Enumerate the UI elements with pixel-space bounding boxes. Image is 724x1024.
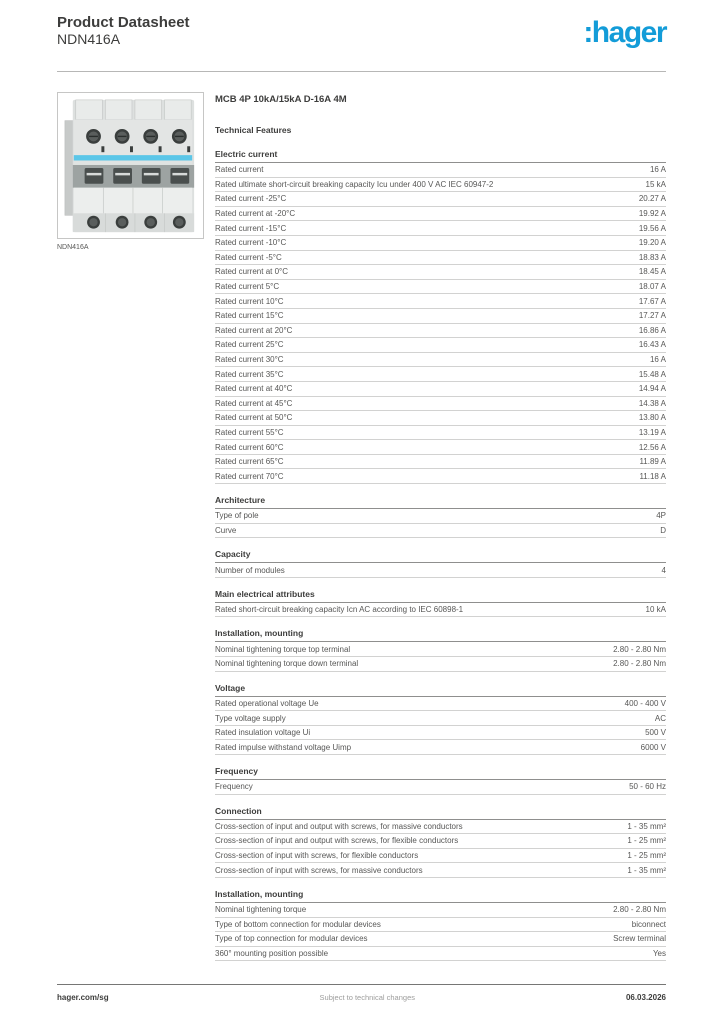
section-rows xyxy=(215,563,666,578)
spec-value: 4P xyxy=(656,511,666,521)
footer-date: 06.03.2026 xyxy=(625,993,666,1002)
section-title: Installation, mounting xyxy=(215,628,666,642)
product-code: NDN416A xyxy=(57,31,121,48)
spec-row xyxy=(215,455,666,470)
spec-row xyxy=(215,440,666,455)
spec-section xyxy=(215,549,666,578)
spec-section xyxy=(215,766,666,795)
spec-row xyxy=(215,820,666,835)
spec-value: 2.80 - 2.80 Nm xyxy=(613,659,666,669)
section-rows xyxy=(215,903,666,961)
technical-features-heading: Technical Features xyxy=(215,125,292,135)
spec-value: 18.07 A xyxy=(638,282,666,292)
spec-section xyxy=(215,589,666,618)
spec-label: Rated operational voltage Ue xyxy=(215,698,319,708)
spec-value: 1 - 25 mm² xyxy=(627,851,666,861)
spec-column xyxy=(215,92,666,961)
spec-row xyxy=(215,221,666,236)
spec-label: Rated current 70°C xyxy=(215,471,284,481)
section-rows xyxy=(215,697,666,755)
spec-sections xyxy=(215,149,666,961)
spec-section xyxy=(215,889,666,961)
footer-website-link[interactable]: hager.com/sg xyxy=(57,993,109,1002)
spec-label: Cross-section of input with screws, for massive conductors xyxy=(215,865,423,875)
spec-row xyxy=(215,740,666,755)
spec-label: Rated short-circuit breaking capacity Icn AC according to IEC 60898-1 xyxy=(215,605,464,615)
spec-row xyxy=(215,309,666,324)
spec-row xyxy=(215,918,666,933)
spec-value: 2.80 - 2.80 Nm xyxy=(613,905,666,915)
spec-value: 1 - 35 mm² xyxy=(627,865,666,875)
spec-value: Yes xyxy=(652,949,666,959)
spec-row xyxy=(215,382,666,397)
spec-row xyxy=(215,603,666,618)
spec-row xyxy=(215,353,666,368)
spec-label: Rated current -25°C xyxy=(215,194,287,204)
spec-row xyxy=(215,411,666,426)
spec-row xyxy=(215,780,666,795)
spec-row xyxy=(215,509,666,524)
section-rows xyxy=(215,642,666,671)
section-title: Electric current xyxy=(215,149,666,163)
spec-label: Rated current at 0°C xyxy=(215,267,289,277)
spec-row xyxy=(215,236,666,251)
spec-row xyxy=(215,834,666,849)
spec-label: Frequency xyxy=(215,782,253,792)
document-title: Product Datasheet xyxy=(57,14,190,31)
spec-label: Type of top connection for modular devices xyxy=(215,934,368,944)
page-header xyxy=(57,14,666,48)
spec-section xyxy=(215,628,666,671)
spec-label: Rated current 15°C xyxy=(215,311,284,321)
spec-row xyxy=(215,657,666,672)
spec-value: 15 kA xyxy=(645,179,666,189)
spec-label: Curve xyxy=(215,525,237,535)
spec-row xyxy=(215,426,666,441)
spec-value: 400 - 400 V xyxy=(624,698,666,708)
spec-label: Rated impulse withstand voltage Uimp xyxy=(215,742,352,752)
spec-value: 17.27 A xyxy=(638,311,666,321)
spec-row xyxy=(215,338,666,353)
spec-section xyxy=(215,683,666,755)
spec-row xyxy=(215,863,666,878)
section-title: Capacity xyxy=(215,549,666,563)
product-image xyxy=(57,92,204,239)
spec-row xyxy=(215,178,666,193)
spec-value: 16 A xyxy=(649,355,666,365)
spec-label: Nominal tightening torque top terminal xyxy=(215,644,351,654)
spec-label: Rated current 35°C xyxy=(215,369,284,379)
spec-row xyxy=(215,469,666,484)
spec-label: Rated current 5°C xyxy=(215,282,280,292)
spec-label: Cross-section of input and output with screws, for massive conductors xyxy=(215,821,463,831)
spec-value: 14.94 A xyxy=(638,384,666,394)
spec-value: 12.56 A xyxy=(638,442,666,452)
spec-label: Rated current at -20°C xyxy=(215,209,296,219)
spec-label: Rated current -10°C xyxy=(215,238,287,248)
footer-disclaimer: Subject to technical changes xyxy=(319,993,415,1002)
spec-value: 13.80 A xyxy=(638,413,666,423)
spec-value: 1 - 25 mm² xyxy=(627,836,666,846)
spec-value: 18.45 A xyxy=(638,267,666,277)
spec-row xyxy=(215,849,666,864)
spec-label: Rated current 10°C xyxy=(215,296,284,306)
spec-row xyxy=(215,697,666,712)
spec-value: Screw terminal xyxy=(613,934,666,944)
spec-value: 19.56 A xyxy=(638,223,666,233)
spec-value: 500 V xyxy=(645,728,666,738)
spec-row xyxy=(215,207,666,222)
hager-logo: :hager xyxy=(583,16,666,49)
spec-label: Rated current xyxy=(215,165,264,175)
spec-row xyxy=(215,903,666,918)
spec-value: 4 xyxy=(661,565,666,575)
spec-row xyxy=(215,397,666,412)
spec-value: 1 - 35 mm² xyxy=(627,821,666,831)
spec-value: 14.38 A xyxy=(638,398,666,408)
spec-value: 13.19 A xyxy=(638,427,666,437)
spec-value: 16.43 A xyxy=(638,340,666,350)
spec-section xyxy=(215,806,666,878)
spec-row xyxy=(215,642,666,657)
spec-value: 19.20 A xyxy=(638,238,666,248)
spec-row xyxy=(215,563,666,578)
spec-value: 2.80 - 2.80 Nm xyxy=(613,644,666,654)
spec-label: Rated current 25°C xyxy=(215,340,284,350)
spec-value: 18.83 A xyxy=(638,252,666,262)
spec-label: Rated current 60°C xyxy=(215,442,284,452)
spec-row xyxy=(215,711,666,726)
product-image-caption: NDN416A xyxy=(57,244,89,251)
spec-row xyxy=(215,947,666,962)
header-divider xyxy=(57,71,666,72)
spec-row xyxy=(215,280,666,295)
spec-row xyxy=(215,163,666,178)
spec-value: 50 - 60 Hz xyxy=(629,782,666,792)
spec-value: 16 A xyxy=(649,165,666,175)
spec-label: Rated current at 45°C xyxy=(215,398,293,408)
spec-label: Type of pole xyxy=(215,511,259,521)
spec-row xyxy=(215,324,666,339)
spec-label: 360° mounting position possible xyxy=(215,949,329,959)
section-rows xyxy=(215,163,666,484)
spec-section xyxy=(215,149,666,484)
page-footer xyxy=(57,984,666,1002)
spec-value: 16.86 A xyxy=(638,325,666,335)
section-title: Connection xyxy=(215,806,666,820)
section-title: Main electrical attributes xyxy=(215,589,666,603)
section-rows xyxy=(215,780,666,795)
section-rows xyxy=(215,509,666,538)
content-area xyxy=(57,92,666,961)
section-title: Frequency xyxy=(215,766,666,780)
section-rows xyxy=(215,820,666,878)
spec-label: Rated current at 40°C xyxy=(215,384,293,394)
section-title: Architecture xyxy=(215,495,666,509)
spec-label: Nominal tightening torque down terminal xyxy=(215,659,359,669)
spec-value: 15.48 A xyxy=(638,369,666,379)
spec-label: Rated current 55°C xyxy=(215,427,284,437)
spec-value: 11.89 A xyxy=(639,457,666,467)
spec-label: Rated insulation voltage Ui xyxy=(215,728,311,738)
spec-label: Rated current -5°C xyxy=(215,252,282,262)
spec-row xyxy=(215,367,666,382)
spec-label: Rated current 65°C xyxy=(215,457,284,467)
spec-section xyxy=(215,495,666,538)
section-title: Voltage xyxy=(215,683,666,697)
spec-value: D xyxy=(660,525,666,535)
spec-label: Cross-section of input and output with screws, for flexible conductors xyxy=(215,836,459,846)
spec-label: Type voltage supply xyxy=(215,713,286,723)
spec-label: Nominal tightening torque xyxy=(215,905,307,915)
spec-value: 10 kA xyxy=(645,605,666,615)
spec-row xyxy=(215,251,666,266)
spec-value: biconnect xyxy=(631,919,666,929)
footer-row xyxy=(57,993,666,1002)
spec-row xyxy=(215,294,666,309)
spec-label: Rated current -15°C xyxy=(215,223,287,233)
spec-label: Type of bottom connection for modular devices xyxy=(215,919,381,929)
spec-label: Number of modules xyxy=(215,565,285,575)
spec-label: Cross-section of input with screws, for flexible conductors xyxy=(215,851,419,861)
product-image-column xyxy=(57,92,205,961)
spec-value: 11.18 A xyxy=(639,471,666,481)
spec-row xyxy=(215,524,666,539)
spec-value: 6000 V xyxy=(640,742,666,752)
spec-label: Rated current at 50°C xyxy=(215,413,293,423)
product-title: MCB 4P 10kA/15kA D-16A 4M xyxy=(215,94,347,105)
section-rows xyxy=(215,603,666,618)
spec-row xyxy=(215,726,666,741)
spec-row xyxy=(215,265,666,280)
spec-value: 19.92 A xyxy=(638,209,666,219)
spec-row xyxy=(215,932,666,947)
spec-label: Rated current 30°C xyxy=(215,355,284,365)
spec-value: AC xyxy=(654,713,666,723)
spec-label: Rated ultimate short-circuit breaking capacity Icu under 400 V AC IEC 60947-2 xyxy=(215,179,494,189)
spec-value: 17.67 A xyxy=(638,296,666,306)
section-title: Installation, mounting xyxy=(215,889,666,903)
spec-label: Rated current at 20°C xyxy=(215,325,293,335)
header-titles xyxy=(57,14,190,48)
spec-value: 20.27 A xyxy=(638,194,666,204)
mcb-photo-illustration xyxy=(58,93,203,238)
spec-row xyxy=(215,192,666,207)
footer-divider xyxy=(57,984,666,985)
